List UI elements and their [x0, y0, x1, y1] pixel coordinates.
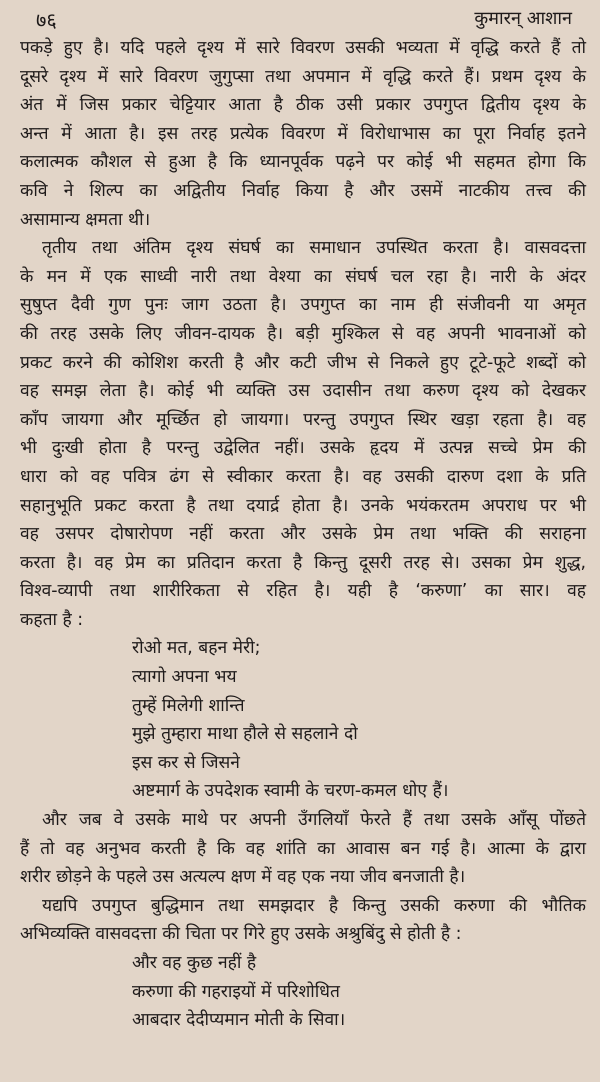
text-line: कलात्मक कौशल से हुआ है कि ध्यानपूर्वक पढ़ने पर कोई भी सहमत होगा कि [20, 152, 586, 173]
text-line: वह उसपर दोषारोपण नहीं करता और उसके प्रेम तथा भक्ति की सराहना [20, 524, 586, 545]
text-line: भी दुःखी होता है परन्तु उद्वेलित नहीं। उसके हृदय में उत्पन्न सच्चे प्रेम की [20, 438, 586, 459]
text-line: कहता है : [20, 609, 84, 630]
page-number: ७६ [36, 8, 57, 32]
text-line: धारा को वह पवित्र ढंग से स्वीकार करता है। वह उसकी दारुण दशा के प्रति [20, 466, 586, 487]
verse-line: त्यागो अपना भय [132, 667, 237, 688]
text-line: सुषुप्त दैवी गुण पुनः जाग उठता है। उपगुप्त का नाम ही संजीवनी या अमृत [20, 295, 586, 316]
text-line: के मन में एक साध्वी नारी तथा वेश्या का संघर्ष चल रहा है। नारी के अंदर [20, 266, 586, 287]
text-line: वह समझ लेता है। कोई भी व्यक्ति उस उदासीन तथा करुण दृश्य को देखकर [20, 381, 586, 402]
text-line: पकड़े हुए है। यदि पहले दृश्य में सारे विवरण उसकी भव्यता में वृद्धि करते हैं तो [20, 38, 586, 58]
page-header [20, 0, 586, 34]
verse-line: इस कर से जिसने [132, 752, 240, 773]
text-line: यद्यपि उपगुप्त बुद्धिमान तथा समझदार है किन्तु उसकी करुणा की भौतिक [42, 895, 586, 916]
running-title: कुमारन् आशान [474, 8, 572, 29]
text-line: सहानुभूति प्रकट करता है तथा दयार्द्र होता है। उनके भयंकरतम अपराध पर भी [20, 495, 586, 516]
text-line: शरीर छोड़ने के पहले उस अत्यल्प क्षण में वह एक नया जीव बनजाती है। [20, 867, 466, 888]
text-line: हैं तो वह अनुभव करती है कि वह शांति का आवास बन गई है। आत्मा के द्वारा [20, 838, 586, 859]
text-line: दूसरे दृश्य में सारे विवरण जुगुप्सा तथा अपमान में वृद्धि करते हैं। प्रथम दृश्य के [20, 66, 586, 87]
verse-line: रोओ मत, बहन मेरी; [132, 638, 261, 659]
paragraph-2 [20, 234, 586, 634]
paragraph-4 [20, 892, 586, 949]
verse-line: और वह कुछ नहीं है [132, 953, 257, 973]
text-line: तृतीय तथा अंतिम दृश्य संघर्ष का समाधान उपस्थित करता है। वासवदत्ता [42, 238, 586, 259]
text-line: प्रकट करने की कोशिश करती है और कटी जीभ से निकले हुए टूटे-फूटे शब्दों को [20, 352, 586, 373]
body-text [20, 34, 586, 1035]
text-line: अन्त में आता है। इस तरह प्रत्येक विवरण में विरोधाभास का पूरा निर्वाह इतने [20, 123, 586, 144]
text-line: की तरह उसके लिए जीवन-दायक है। बड़ी मुश्किल से वह अपनी भावनाओं को [20, 323, 586, 344]
text-line: विश्व-व्यापी तथा शारीरिकता से रहित है। यही है ‘करुणा’ का सार। वह [20, 581, 586, 602]
verse-line: तुम्हें मिलेगी शान्ति [132, 695, 245, 716]
verse-line: मुझे तुम्हारा माथा हौले से सहलाने दो [132, 724, 358, 745]
verse-line: आबदार देदीप्यमान मोती के सिवा। [132, 1010, 346, 1031]
text-line: अभिव्यक्ति वासवदत्ता की चिता पर गिरे हुए उसके अश्रुबिंदु से होती है : [20, 924, 462, 945]
verse-quote-1 [20, 634, 586, 806]
text-line: कवि ने शिल्प का अद्वितीय निर्वाह किया है और उसमें नाटकीय तत्त्व की [20, 180, 586, 201]
text-line: असामान्य क्षमता थी। [20, 209, 151, 230]
paragraph-3 [20, 806, 586, 892]
verse-line: करुणा की गहराइयों में परिशोधित [132, 981, 340, 1002]
paragraph-1 [20, 34, 586, 234]
text-line: अंत में जिस प्रकार चेट्टियार आता है ठीक उसी प्रकार उपगुप्त द्वितीय दृश्य के [20, 95, 586, 116]
verse-quote-2 [20, 949, 586, 1035]
verse-line: अष्टमार्ग के उपदेशक स्वामी के चरण-कमल धोए हैं। [132, 781, 449, 802]
text-line: और जब वे उसके माथे पर अपनी उँगलियाँ फेरते हैं तथा उसके आँसू पोंछते [42, 810, 586, 831]
text-line: करता है। वह प्रेम का प्रतिदान करता है किन्तु दूसरी तरह से। उसका प्रेम शुद्ध, [20, 552, 586, 573]
text-line: काँप जायगा और मूर्च्छित हो जायगा। परन्तु उपगुप्त स्थिर खड़ा रहता है। वह [20, 409, 586, 430]
